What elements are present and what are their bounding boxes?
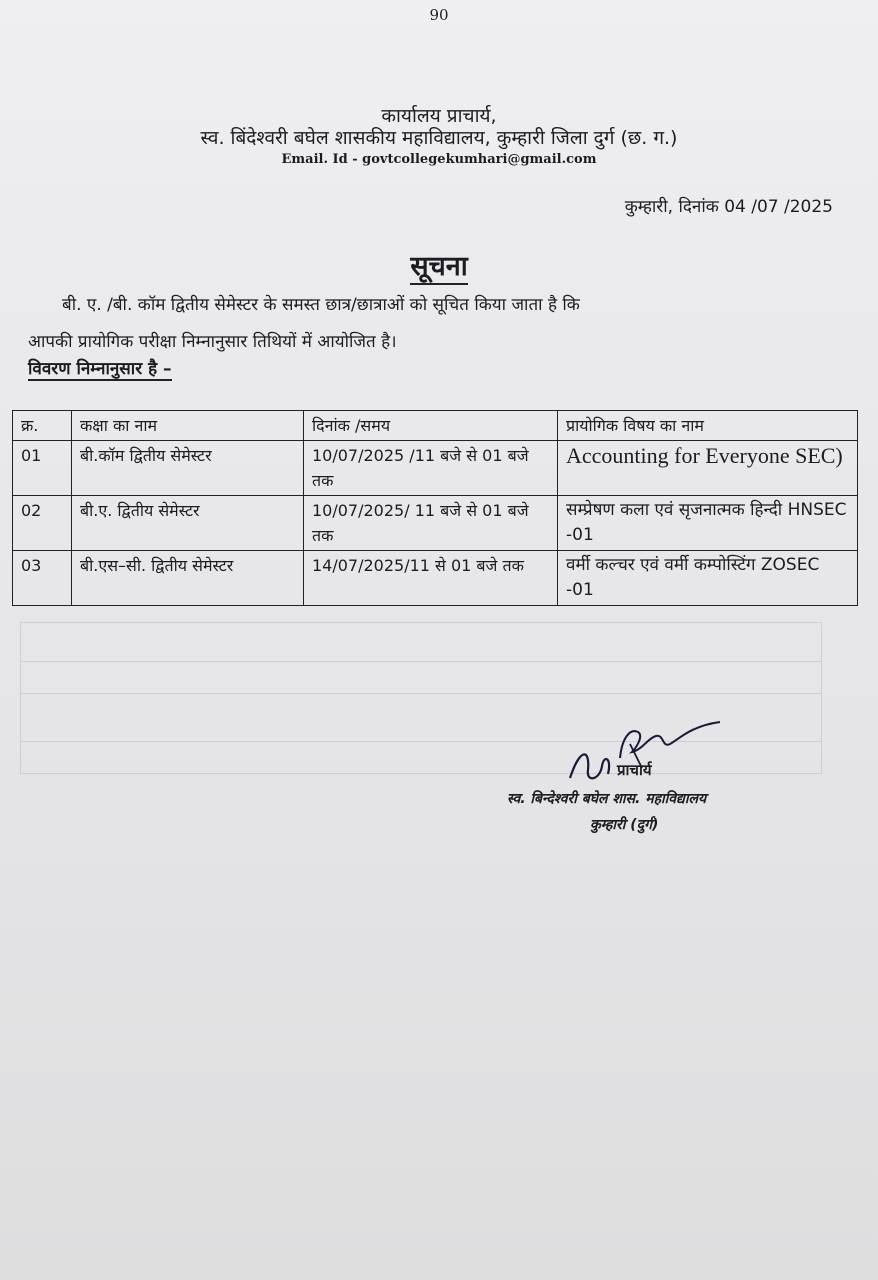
row-serial: 02: [13, 496, 72, 551]
table-row: [13, 551, 858, 606]
notice-body-line-1: बी. ए. /बी. कॉम द्वितीय सेमेस्टर के समस्त छात्र/छात्राओं को सूचित किया जाता है कि: [62, 295, 580, 315]
page-number: 90: [429, 6, 449, 24]
details-heading: विवरण निम्नानुसार है –: [28, 356, 172, 381]
signatory-place: कुम्हारी (दुर्ग): [590, 817, 659, 833]
row-serial: 01: [13, 441, 72, 496]
notice-title: [0, 246, 878, 283]
notice-date: कुम्हारी, दिनांक 04 /07 /2025: [624, 197, 833, 217]
row-class: बी.कॉम द्वितीय सेमेस्टर: [72, 441, 304, 496]
row-datetime: 10/07/2025/ 11 बजे से 01 बजे तक: [304, 496, 558, 551]
row-subject: Accounting for Everyone SEC): [558, 441, 858, 496]
signatory-college: स्व. बिन्देश्वरी बघेल शास. महाविद्यालय: [507, 791, 707, 807]
notice-body-line-2: आपकी प्रायोगिक परीक्षा निम्नानुसार तिथियों में आयोजित है।: [28, 332, 397, 352]
signatory-designation: प्राचार्य: [617, 761, 652, 779]
row-subject: सम्प्रेषण कला एवं सृजनात्मक हिन्दी HNSEC -01: [558, 496, 858, 551]
row-datetime: 10/07/2025 /11 बजे से 01 बजे तक: [304, 441, 558, 496]
exam-schedule-table: [12, 410, 858, 606]
office-heading: कार्यालय प्राचार्य,: [381, 105, 497, 127]
row-subject: वर्मी कल्चर एवं वर्मी कम्पोस्टिंग ZOSEC -01: [558, 551, 858, 606]
row-serial: 03: [13, 551, 72, 606]
header-class: कक्षा का नाम: [72, 411, 304, 441]
row-class: बी.ए. द्वितीय सेमेस्टर: [72, 496, 304, 551]
notice-title-text: सूचना: [410, 251, 467, 285]
college-name: स्व. बिंदेश्वरी बघेल शासकीय महाविद्यालय, कुम्हारी जिला दुर्ग (छ. ग.): [200, 127, 678, 149]
header-subject: प्रायोगिक विषय का नाम: [558, 411, 858, 441]
table-header-row: [13, 411, 858, 441]
header-serial: क्र.: [13, 411, 72, 441]
row-class: बी.एस–सी. द्वितीय सेमेस्टर: [72, 551, 304, 606]
header-datetime: दिनांक /समय: [304, 411, 558, 441]
table-row: [13, 496, 858, 551]
row-datetime: 14/07/2025/11 से 01 बजे तक: [304, 551, 558, 606]
college-email: Email. Id - govtcollegekumhari@gmail.com: [281, 152, 597, 167]
table-row: [13, 441, 858, 496]
